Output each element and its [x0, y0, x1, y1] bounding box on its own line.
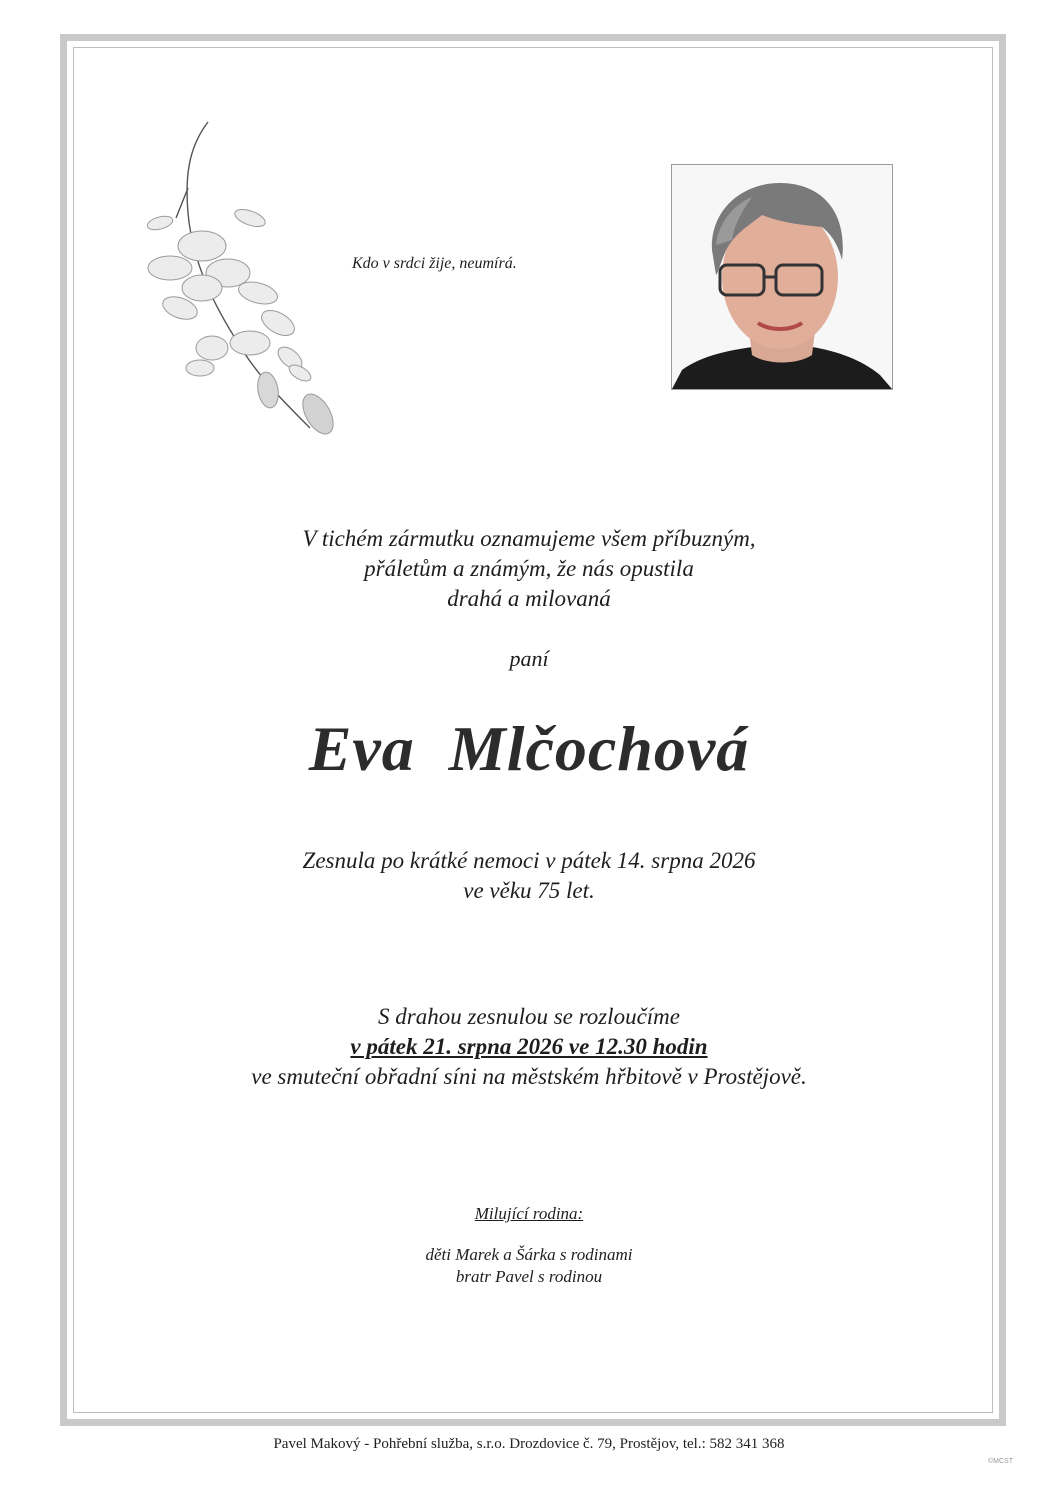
footer-funeral-service: Pavel Makový - Pohřební služba, s.r.o. Drozdovice č. 79, Prostějov, tel.: 582 341 368: [273, 1436, 785, 1452]
farewell-place: ve smuteční obřadní síni na městském hřbitově v Prostějově.: [251, 1064, 807, 1089]
portrait-photo: [671, 164, 893, 390]
motto: Kdo v srdci žije, neumírá.: [352, 255, 517, 272]
farewell-info: [0, 1002, 1058, 1092]
family-member: bratr Pavel s rodinou: [455, 1267, 603, 1286]
death-info: [0, 846, 1058, 906]
death-line: ve věku 75 let.: [463, 878, 595, 903]
portrait-icon: [672, 165, 892, 389]
family-member: děti Marek a Šárka s rodinami: [425, 1245, 633, 1264]
announcement-line: drahá a milovaná: [447, 586, 611, 611]
farewell-date: v pátek 21. srpna 2026 ve 12.30 hodin: [350, 1034, 708, 1059]
announcement-text: [0, 524, 1058, 614]
death-line: Zesnula po krátké nemoci v pátek 14. srpna 2026: [302, 848, 756, 873]
family-heading: Milující rodina:: [474, 1204, 584, 1223]
deceased-name: [0, 712, 1058, 786]
title-word: paní: [509, 646, 549, 671]
farewell-line: S drahou zesnulou se rozloučíme: [378, 1004, 680, 1029]
announcement-line: V tichém zármutku oznamujeme všem příbuzným,: [302, 526, 756, 551]
corner-mark: ©MCST: [988, 1458, 1013, 1465]
announcement-line: přáletům a známým, že nás opustila: [364, 556, 694, 581]
family-members: [0, 1244, 1058, 1288]
flower-branch-icon: [140, 118, 350, 448]
deceased-name-text: Eva Mlčochová: [308, 713, 750, 784]
